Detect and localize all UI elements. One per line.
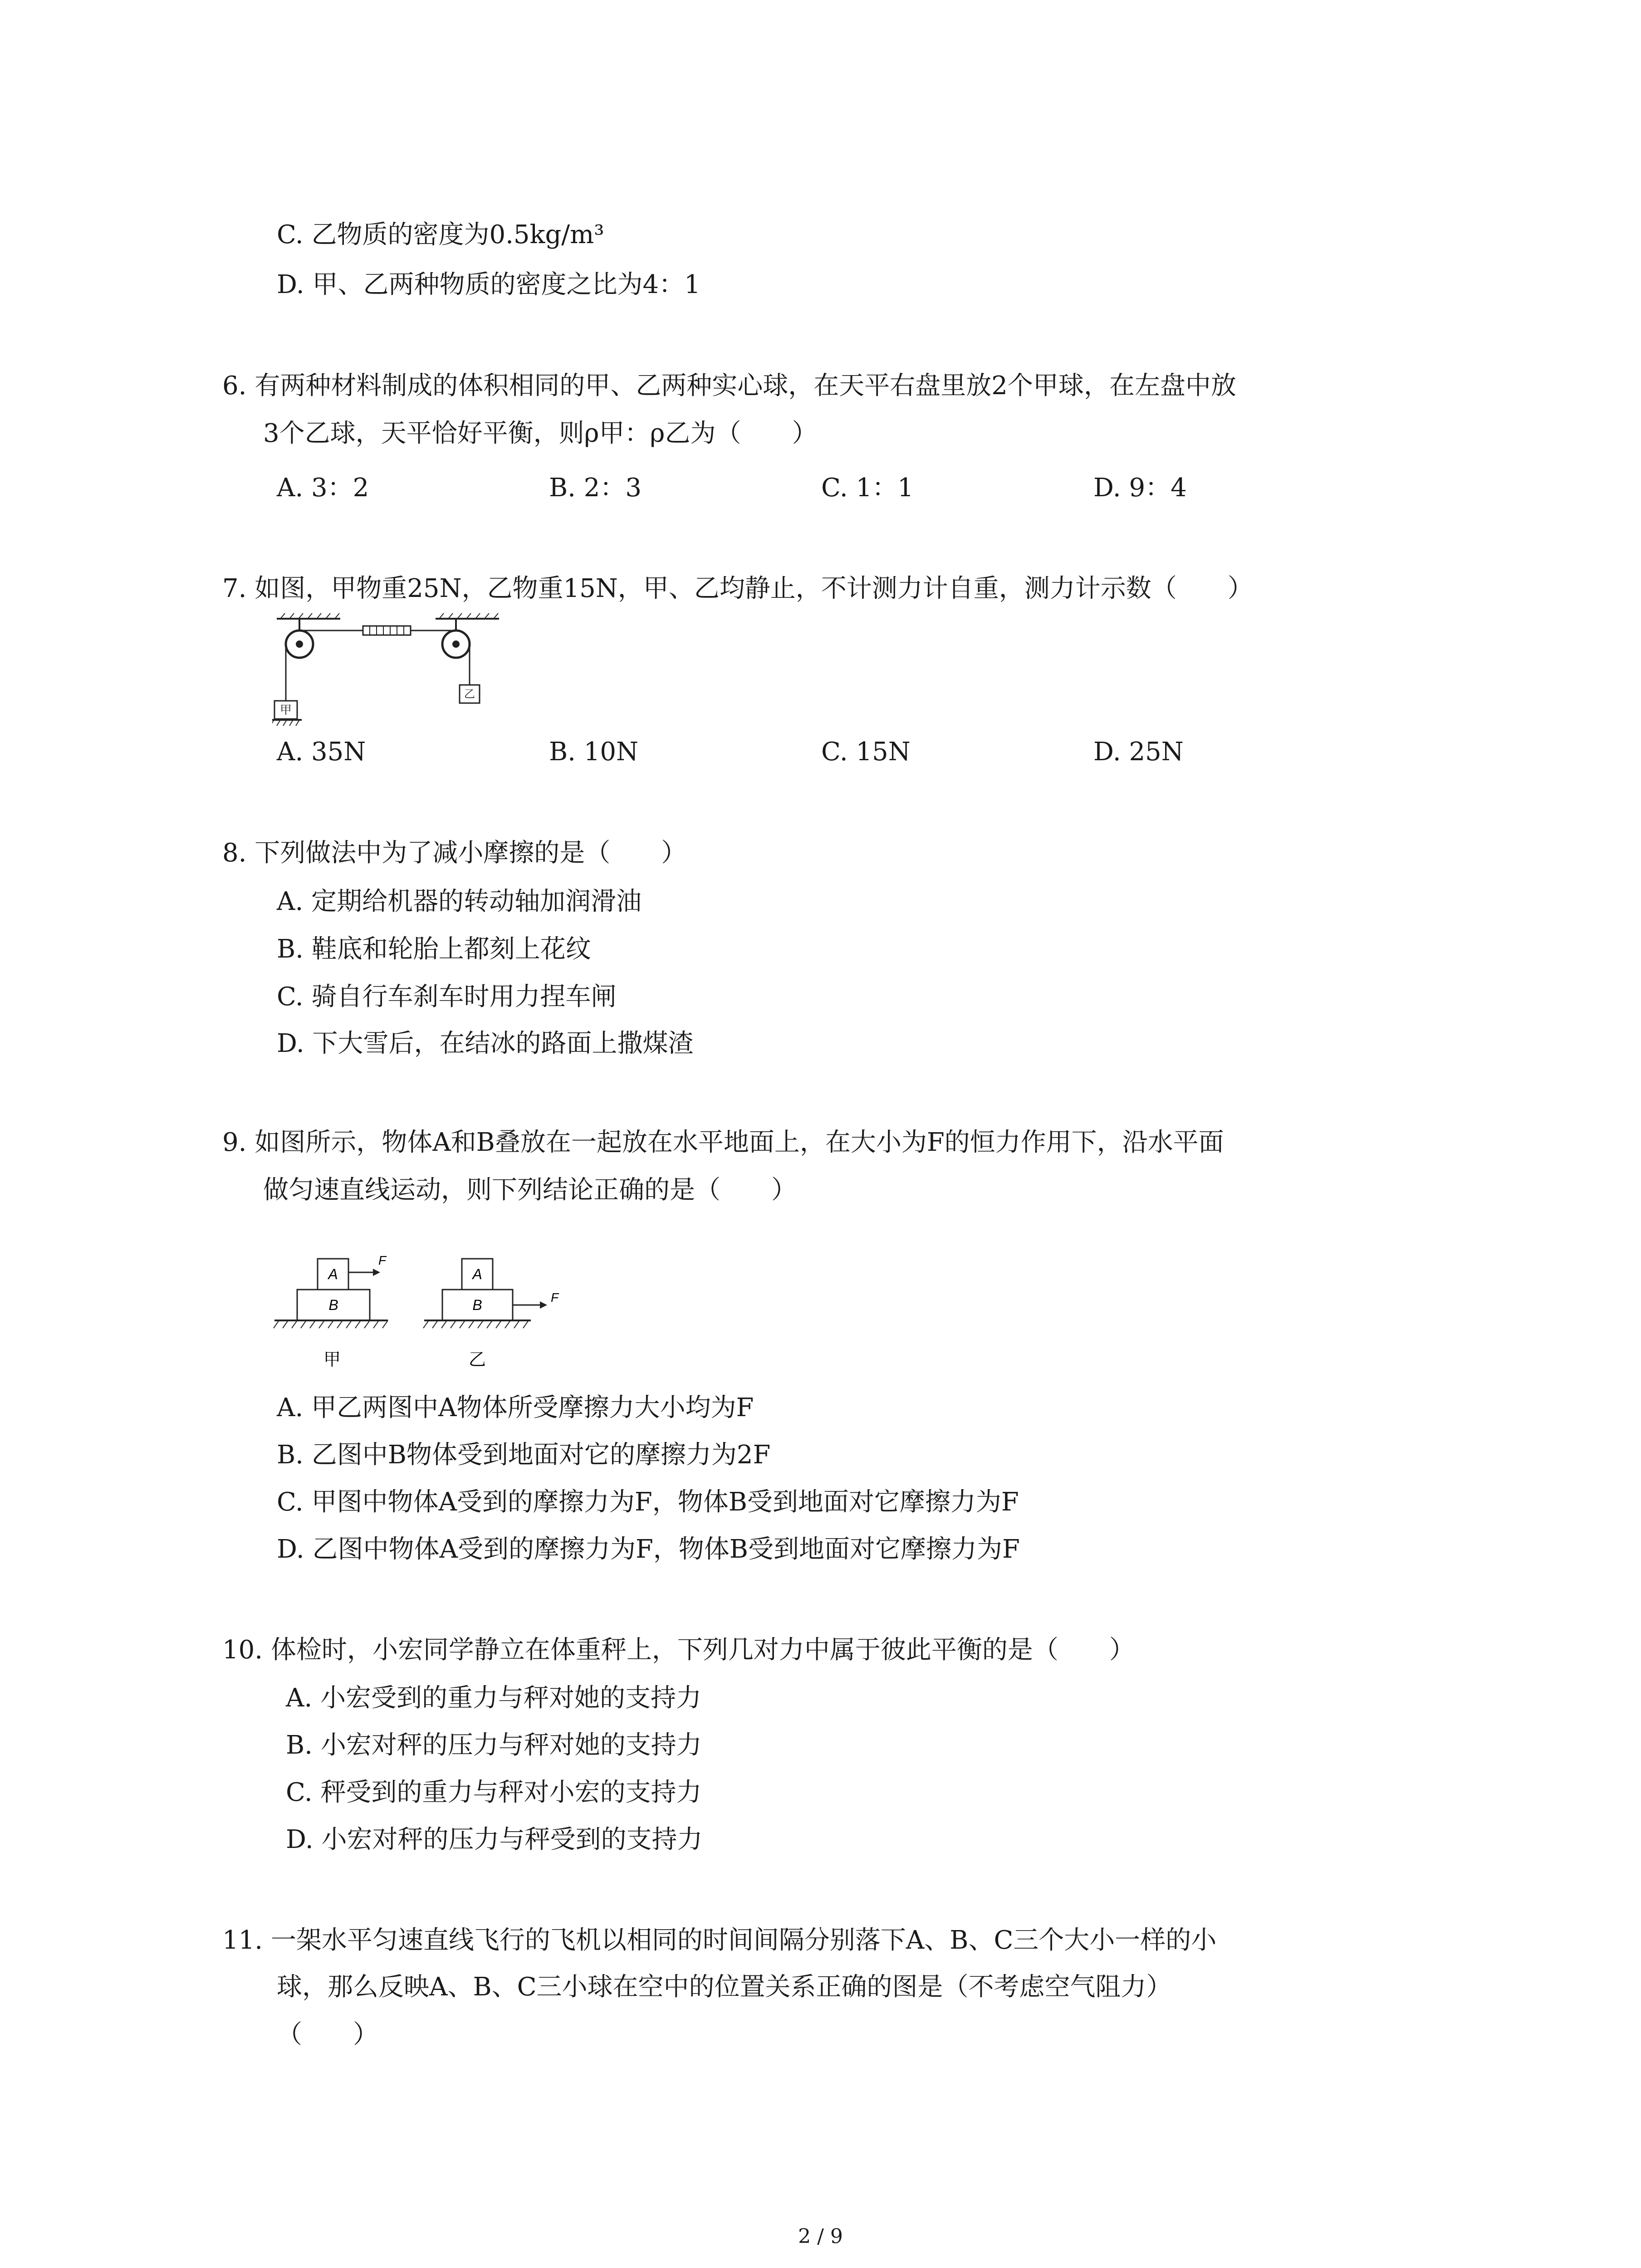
q11-stem-line2: 球，那么反映A、B、C三小球在空中的位置关系正确的图是（不考虑空气阻力） — [277, 1972, 1172, 2002]
q10-stem: 10. 体检时，小宏同学静立在体重秤上，下列几对力中属于彼此平衡的是（ ） — [222, 1635, 1135, 1665]
q6-stem-line1: 6. 有两种材料制成的体积相同的甲、乙两种实心球，在天平右盘里放2个甲球，在左盘中放 — [222, 371, 1236, 401]
q9-blocks-figure — [268, 1252, 585, 1383]
svg-text:B: B — [328, 1297, 338, 1313]
q8-option-d: D. 下大雪后，在结冰的路面上撒煤渣 — [277, 1029, 694, 1058]
q7-stem: 7. 如图，甲物重25N，乙物重15N，甲、乙均静止，不计测力计自重，测力计示数（ ） — [222, 574, 1253, 603]
q9-option-a: A. 甲乙两图中A物体所受摩擦力大小均为F — [277, 1393, 754, 1422]
jia-caption: 甲 — [323, 1350, 341, 1369]
jia-force-label: F — [378, 1253, 387, 1267]
q9-option-c: C. 甲图中物体A受到的摩擦力为F，物体B受到地面对它摩擦力为F — [277, 1487, 1019, 1517]
q10-option-a: A. 小宏受到的重力与秤对她的支持力 — [286, 1683, 702, 1713]
svg-text:B: B — [472, 1297, 482, 1313]
q10-option-d: D. 小宏对秤的压力与秤受到的支持力 — [286, 1825, 703, 1854]
q9-stem-line1: 9. 如图所示，物体A和B叠放在一起放在水平地面上，在大小为F的恒力作用下，沿水平面 — [222, 1128, 1224, 1157]
q5-option-c: C. 乙物质的密度为0.5kg/m³ — [277, 220, 604, 249]
q6-stem-line2: 3个乙球，天平恰好平衡，则ρ甲：ρ乙为（ ） — [263, 419, 818, 448]
weight-jia-label: 甲 — [279, 703, 292, 717]
page-number: 2 / 9 — [798, 2225, 843, 2248]
svg-text:A: A — [472, 1266, 482, 1282]
q8-option-c: C. 骑自行车刹车时用力捏车闸 — [277, 982, 617, 1012]
yi-force-label: F — [551, 1290, 559, 1305]
q9-stem-line2: 做匀速直线运动，则下列结论正确的是（ ） — [263, 1175, 797, 1205]
q10-option-c: C. 秤受到的重力与秤对小宏的支持力 — [286, 1778, 702, 1807]
q10-option-b: B. 小宏对秤的压力与秤对她的支持力 — [286, 1730, 702, 1760]
q6-option-c: C. 1：1 — [821, 473, 914, 503]
q11-stem-line3: （ ） — [277, 2020, 378, 2049]
q8-option-b: B. 鞋底和轮胎上都刻上花纹 — [277, 934, 591, 964]
q7-pulley-figure — [272, 612, 508, 730]
q6-option-b: B. 2：3 — [549, 473, 642, 503]
q11-stem-line1: 11. 一架水平匀速直线飞行的飞机以相同的时间间隔分别落下A、B、C三个大小一样的小 — [222, 1926, 1217, 1955]
q6-option-d: D. 9：4 — [1093, 473, 1187, 503]
q7-option-c: C. 15N — [821, 737, 911, 767]
q9-option-b: B. 乙图中B物体受到地面对它的摩擦力为2F — [277, 1440, 771, 1470]
q9-option-d: D. 乙图中物体A受到的摩擦力为F，物体B受到地面对它摩擦力为F — [277, 1535, 1020, 1564]
q7-option-a: A. 35N — [277, 737, 366, 767]
q8-stem: 8. 下列做法中为了减小摩擦的是（ ） — [222, 838, 687, 868]
q7-option-b: B. 10N — [549, 737, 639, 767]
q5-option-d: D. 甲、乙两种物质的密度之比为4：1 — [277, 270, 700, 299]
q6-option-a: A. 3：2 — [277, 473, 369, 503]
q7-option-d: D. 25N — [1093, 737, 1184, 767]
weight-yi-label: 乙 — [464, 688, 475, 700]
q8-option-a: A. 定期给机器的转动轴加润滑油 — [277, 887, 642, 916]
yi-caption: 乙 — [468, 1350, 486, 1369]
svg-text:A: A — [328, 1266, 338, 1282]
